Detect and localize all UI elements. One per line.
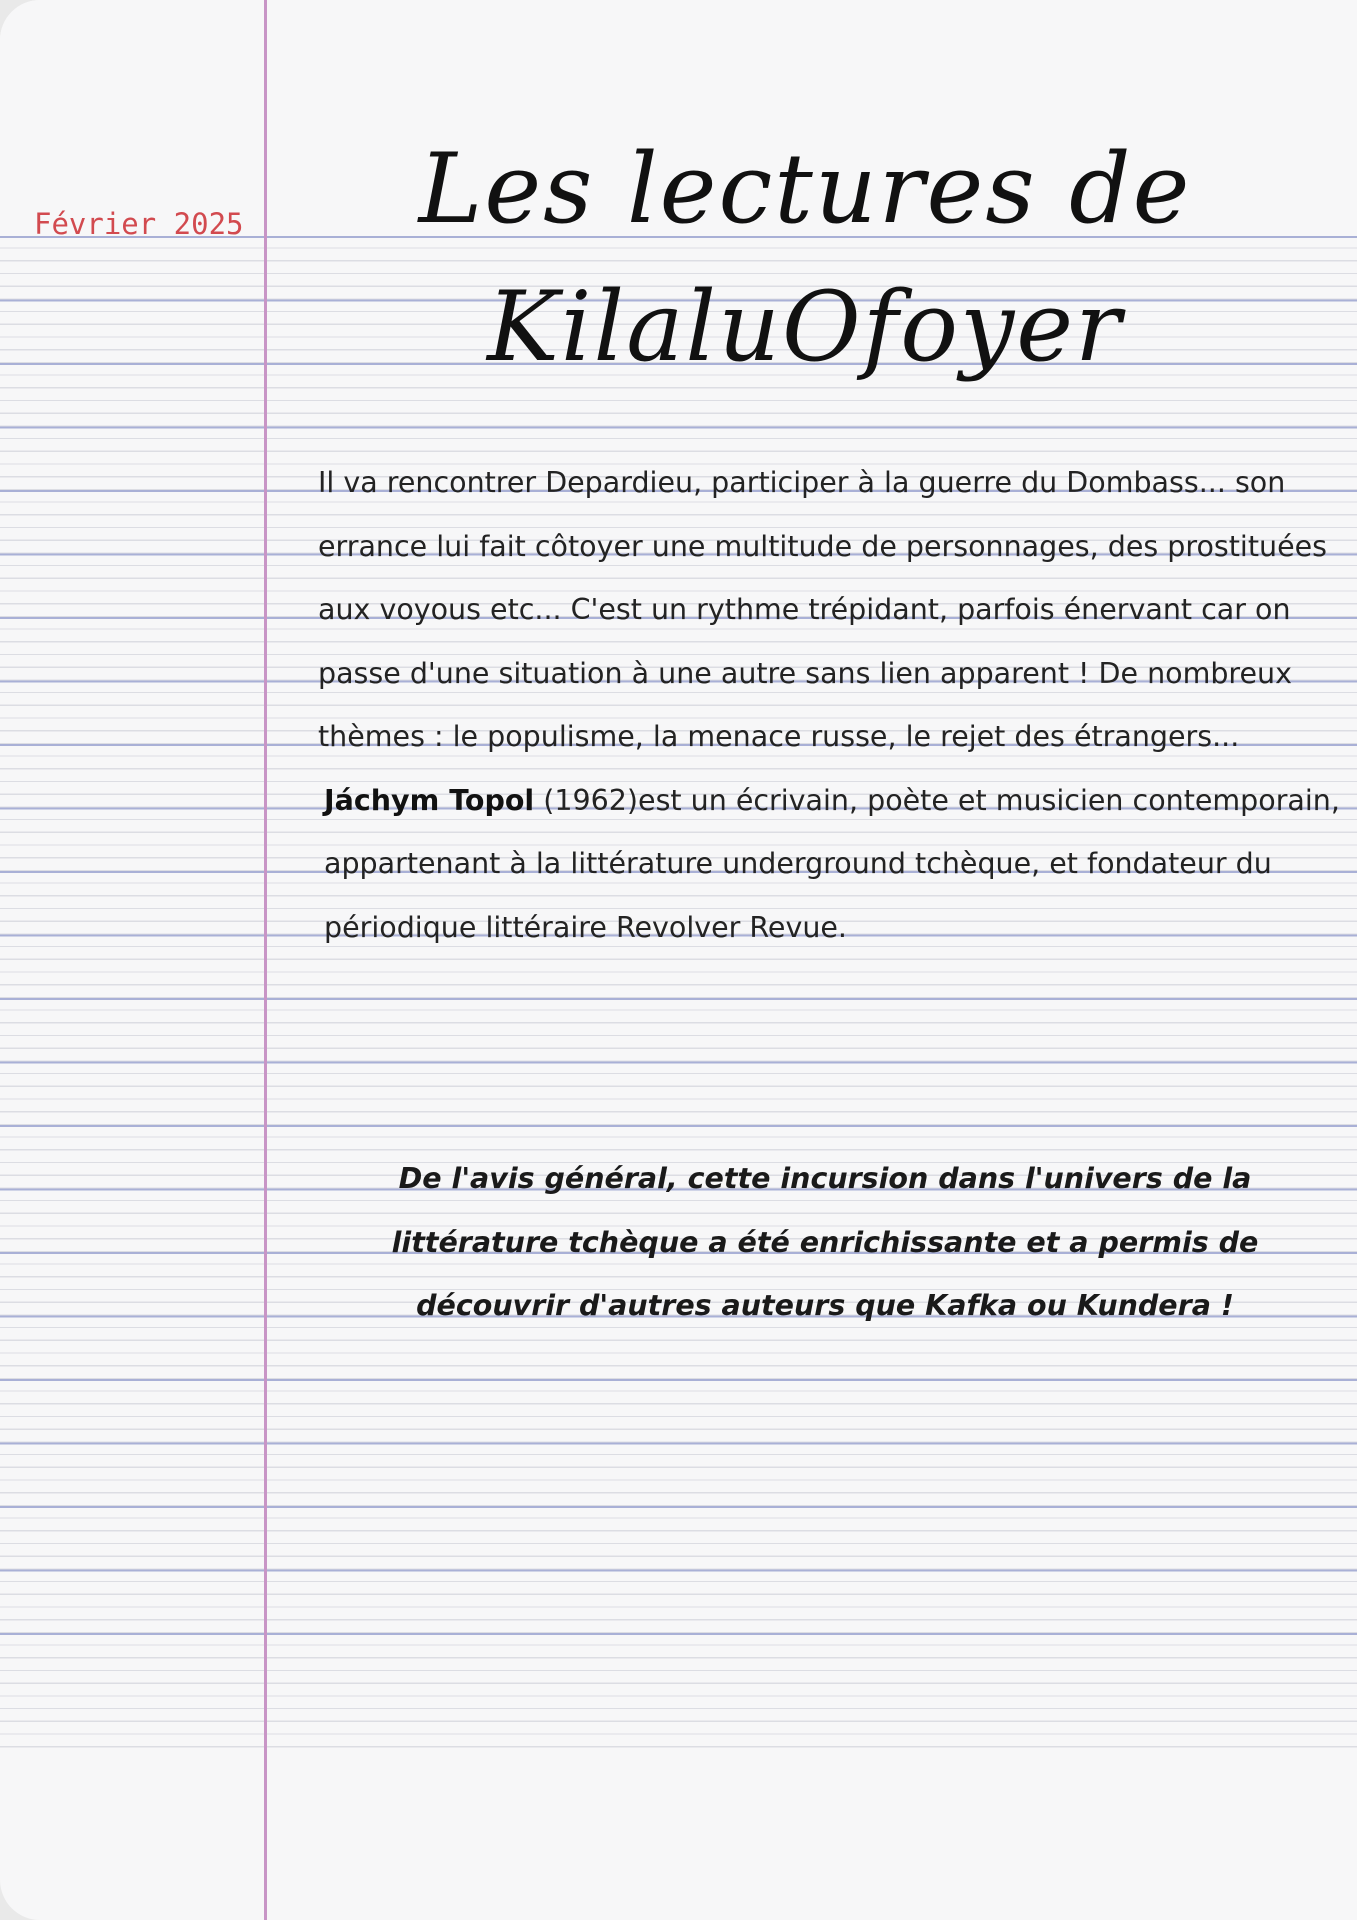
date-label: Février 2025 <box>34 207 244 241</box>
page-title <box>330 120 1280 396</box>
conclusion-text: De l'avis général, cette incursion dans l'univers de la littérature tchèque a été enrichissante et a permis de découvrir d'autres auteurs que Kafka ou Kundera ! <box>391 1162 1259 1322</box>
author-name: Jáchym Topol <box>324 783 535 817</box>
body-text <box>318 451 1348 959</box>
author-paragraph <box>324 769 1348 960</box>
title-line-2: KilaluOfoyer <box>487 271 1123 383</box>
title-line-1: Les lectures de <box>418 133 1192 245</box>
body-paragraph-1: Il va rencontrer Depardieu, participer à la guerre du Dombass... son errance lui fait côtoyer une multitude de personnages, des prostituées aux voyous etc... C'est un rythme trépidant, parfois énervant car on passe d'une situation à une autre sans lien apparent ! De nombreux thèmes : le populisme, la menace russe, le rejet des étrangers... <box>318 466 1327 753</box>
margin-line <box>264 0 267 1920</box>
author-bio: (1962)est un écrivain, poète et musicien contemporain, appartenant à la littérature underground tchèque, et fondateur du périodique littéraire Revolver Revue. <box>324 783 1340 944</box>
